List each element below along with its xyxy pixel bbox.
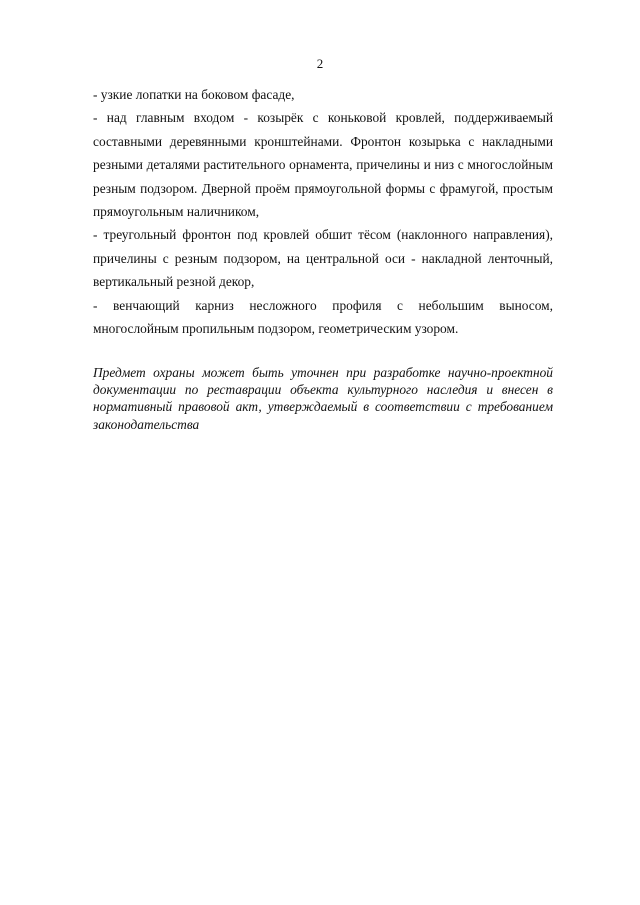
feature-item: - над главным входом - козырёк с коньковой кровлей, поддерживаемый составными деревянными кронштейнами. Фронтон козырька с накладными резными деталями растительного орнамента, причелины и низ с многослойным резным подзором. Дверной проём прямоугольной формы с фрамугой, простым прямоугольным наличником,: [93, 110, 553, 220]
feature-item: - венчающий карниз несложного профиля с небольшим выносом, многослойным пропильным подзором, геометрическим узором.: [93, 297, 553, 337]
note-text: Предмет охраны может быть уточнен при разработке научно-проектной документации по реставрации объекта культурного наследия и внесен в нормативный правовой акт, утверждаемый в соответствии с требованием законодательства: [93, 365, 553, 432]
page-number: 2: [316, 56, 324, 71]
feature-item: - узкие лопатки на боковом фасаде,: [93, 87, 295, 102]
clarification-note: [93, 364, 553, 433]
feature-item: - треугольный фронтон под кровлей обшит тёсом (наклонного направления), причелины с резным подзором, на центральной оси - накладной ленточный, вертикальный резной декор,: [93, 227, 553, 290]
protected-features-list: [93, 83, 553, 340]
